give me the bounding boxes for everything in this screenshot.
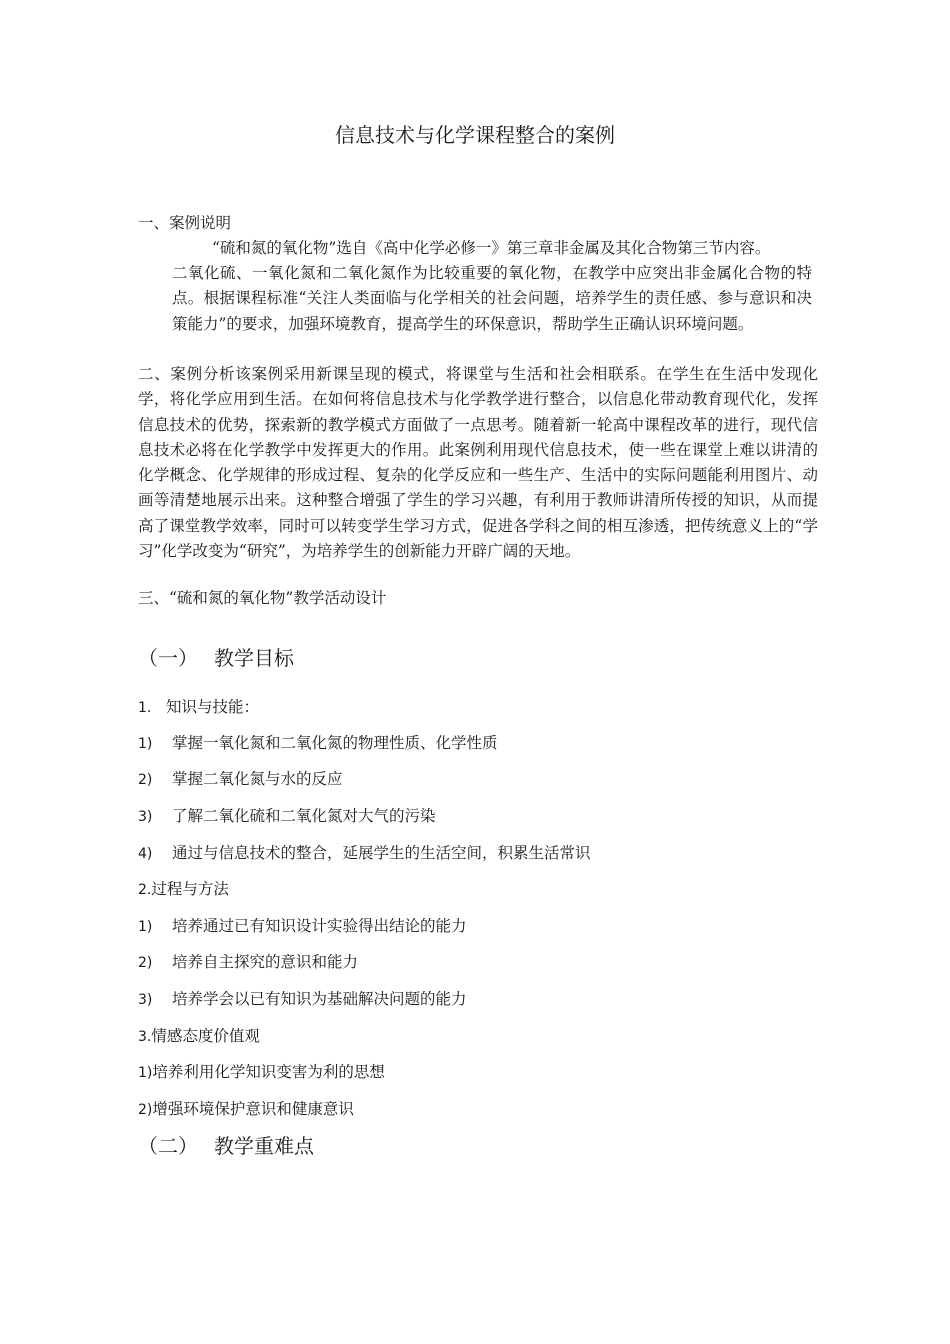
goals-heading [138, 644, 294, 672]
list-item [138, 1061, 385, 1084]
goals-heading-title: 教学目标 [214, 646, 294, 670]
list-item-text: 增强环境保护意识和健康意识 [152, 1100, 354, 1118]
section2-paragraph: 二、案例分析该案例采用新课呈现的模式，将课堂与生活和社会相联系。在学生在生活中发现化学，将化学应用到生活。在如何将信息技术与化学教学进行整合，以信息化带动教育现代化，发挥信息技术的优势，探索新的教学模式方面做了一点思考。随着新一轮高中课程改革的进行，现代信息技术必将在化学教学中发挥更大的作用。此案例利用现代信息技术，使一些在课堂上难以讲清的化学概念、化学规律的形成过程、复杂的化学反应和一些生产、生活中的实际问题能利用图片、动画等清楚地展示出来。这种整合增强了学生的学习兴趣，有利用于教师讲清所传授的知识，从而提高了课堂教学效率，同时可以转变学生学习方式，促进各学科之间的相互渗透，把传统意义上的“学习”化学改变为“研究”，为培养学生的创新能力开辟广阔的天地。 [138, 365, 818, 561]
section1-paragraph-first-line: “硫和氮的氧化物”选自《高中化学必修一》第三章非金属及其化合物第三节内容。 [212, 239, 771, 257]
list-item-marker: 1) [138, 919, 153, 935]
section1-paragraph: 二氧化硫、一氧化氮和二氧化氮作为比较重要的氧化物，在教学中应突出非金属化合物的特点。根据课程标准“关注人类面临与化学相关的社会问题，培养学生的责任感、参与意识和决策能力”的要求，加强环境教育，提高学生的环保意识，帮助学生正确认识环境问题。 [172, 264, 812, 333]
list-item [138, 768, 343, 791]
list-item-marker: 3) [138, 992, 153, 1008]
process-marker: 2. [138, 882, 152, 898]
list-item [138, 732, 498, 755]
list-item-marker: 2) [138, 772, 153, 788]
goals-heading-number: （一） [138, 646, 198, 670]
list-item [138, 842, 591, 865]
keypoints-heading-title: 教学重难点 [214, 1134, 314, 1158]
process-heading [138, 878, 229, 901]
list-item-text: 培养通过已有知识设计实验得出结论的能力 [172, 917, 467, 935]
list-item [138, 915, 467, 938]
list-item-text: 通过与信息技术的整合，延展学生的生活空间，积累生活常识 [172, 844, 591, 862]
list-item-marker: 2) [138, 955, 153, 971]
keypoints-heading-number: （二） [138, 1134, 198, 1158]
knowledge-marker: 1. [138, 700, 152, 716]
knowledge-label: 知识与技能： [166, 698, 260, 716]
list-item [138, 988, 467, 1011]
list-item-marker: 3) [138, 809, 153, 825]
list-item-marker: 2) [138, 1102, 153, 1118]
emotion-marker: 3. [138, 1029, 152, 1045]
document-title: 信息技术与化学课程整合的案例 [335, 123, 615, 147]
list-item-marker: 1) [138, 1065, 153, 1081]
emotion-heading [138, 1025, 260, 1048]
knowledge-heading [138, 696, 259, 719]
emotion-label: 情感态度价值观 [151, 1027, 260, 1045]
keypoints-heading [138, 1132, 314, 1160]
list-item-text: 掌握一氧化氮和二氧化氮的物理性质、化学性质 [172, 734, 498, 752]
section1-heading: 一、案例说明 [138, 214, 232, 232]
list-item [138, 1098, 354, 1121]
section3-heading: 三、“硫和氮的氧化物”教学活动设计 [138, 589, 387, 607]
list-item [138, 951, 358, 974]
list-item-marker: 4) [138, 846, 153, 862]
list-item [138, 805, 436, 828]
process-label: 过程与方法 [151, 880, 229, 898]
list-item-text: 培养自主探究的意识和能力 [172, 953, 359, 971]
list-item-marker: 1) [138, 736, 153, 752]
list-item-text: 掌握二氧化氮与水的反应 [172, 770, 343, 788]
list-item-text: 培养利用化学知识变害为利的思想 [152, 1063, 385, 1081]
list-item-text: 培养学会以已有知识为基础解决问题的能力 [172, 990, 467, 1008]
list-item-text: 了解二氧化硫和二氧化氮对大气的污染 [172, 807, 436, 825]
